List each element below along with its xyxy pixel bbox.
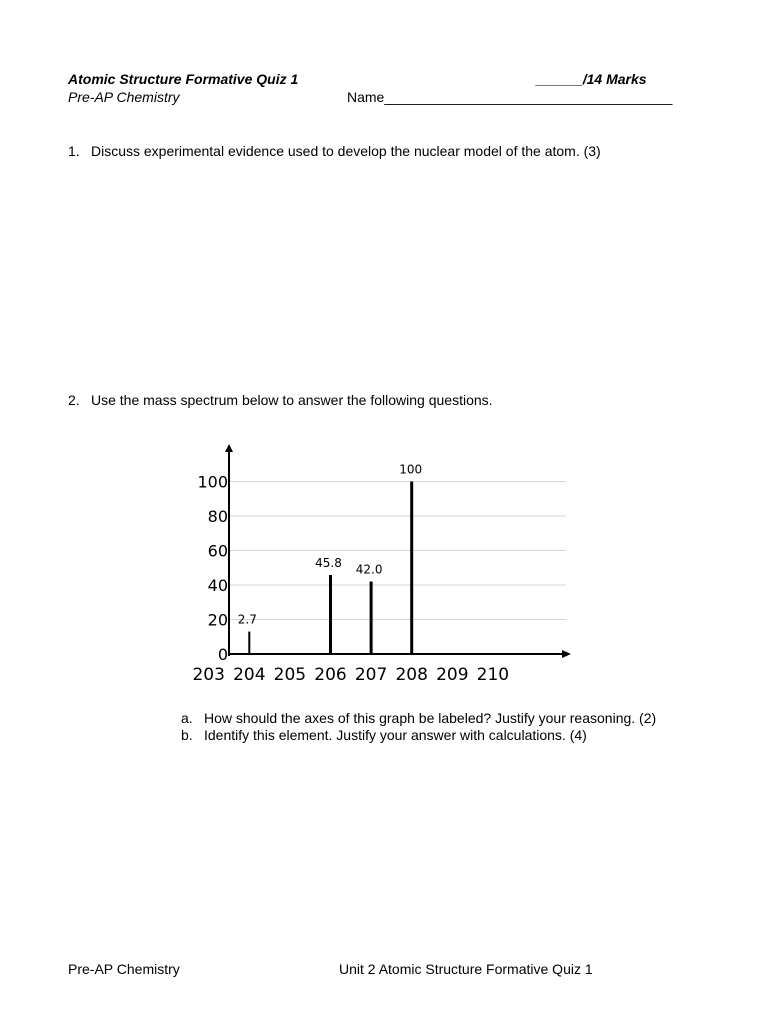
marks-total: ______/14 Marks [536,71,647,87]
question-1-number: 1. [68,143,80,159]
y-tick-label: 0 [217,645,228,664]
name-field: Name_____________________________________ [347,89,673,105]
x-tick-label: 208 [395,665,428,685]
subquestion-b-text: Identify this element. Justify your answer with calculations. (4) [204,727,587,743]
chart-grid [229,482,566,620]
y-tick-label: 40 [207,576,228,595]
y-axis-arrow [225,444,233,452]
subquestion-a-text: How should the axes of this graph be labeled? Justify your reasoning. (2) [204,710,657,726]
question-2-number: 2. [68,392,80,408]
quiz-title: Atomic Structure Formative Quiz 1 [68,71,299,87]
x-tick-label: 203 [192,665,225,685]
x-tick-label: 205 [273,665,307,685]
y-tick-label: 80 [207,507,228,526]
x-tick-label: 204 [233,665,266,685]
data-label-204: 2.7 [237,612,257,627]
x-axis-arrow [562,650,571,658]
y-tick-label: 100 [197,472,228,492]
x-tick-label: 206 [314,665,347,685]
x-tick-label: 210 [476,665,510,685]
question-2-text: Use the mass spectrum below to answer the following questions. [91,392,493,408]
y-tick-label: 20 [207,610,228,630]
question-1-text: Discuss experimental evidence used to develop the nuclear model of the atom. (3) [91,143,601,159]
chart-labels [192,463,509,686]
data-label-207: 42.0 [355,562,383,577]
footer-course: Pre-AP Chemistry [68,961,180,977]
data-label-206: 45.8 [315,555,342,570]
course-name: Pre-AP Chemistry [68,89,180,105]
footer-title: Unit 2 Atomic Structure Formative Quiz 1 [339,961,593,977]
y-tick-label: 60 [207,541,228,561]
x-tick-label: 207 [354,665,388,685]
subquestion-a-letter: a. [181,710,193,726]
subquestion-b-letter: b. [181,727,193,743]
data-label-208: 100 [399,462,423,477]
x-tick-label: 209 [436,665,469,685]
